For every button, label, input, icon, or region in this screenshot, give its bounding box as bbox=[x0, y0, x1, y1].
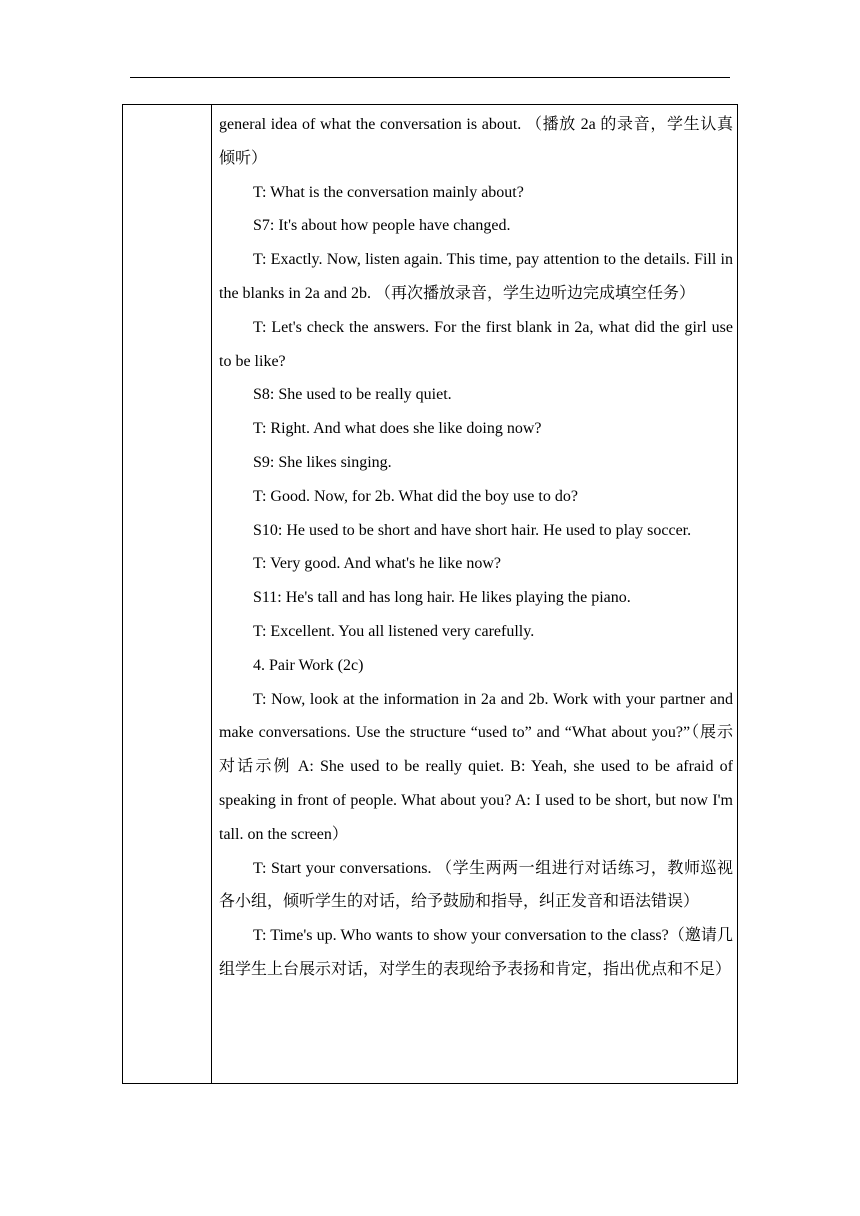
paragraph-5: T: Let's check the answers. For the first blank in 2a, what did the girl use to be like? bbox=[219, 318, 733, 370]
section-heading-pair-work: 4. Pair Work (2c) bbox=[253, 656, 364, 674]
paragraph-8: S9: She likes singing. bbox=[253, 453, 392, 471]
paragraph-10: S10: He used to be short and have short hair. He used to play soccer. bbox=[253, 521, 692, 539]
paragraph-3: S7: It's about how people have changed. bbox=[253, 217, 511, 235]
paragraph-15: T: Now, look at the information in 2a and 2b. Work with your partner and make conversations. Use the structure “used to” and “What about you?”（展示对话示例 A: She used to be really quiet. B: Yeah, she used to be afraid of speaking in front of people. What about you? A: I used to be short, but now I'm tall. on the screen） bbox=[219, 690, 733, 843]
header-rule bbox=[130, 77, 730, 78]
paragraph-12: S11: He's tall and has long hair. He likes playing the piano. bbox=[253, 589, 631, 607]
paragraph-16: T: Start your conversations. （学生两两一组进行对话练习，教师巡视各小组，倾听学生的对话，给予鼓励和指导，纠正发音和语法错误） bbox=[219, 859, 733, 911]
paragraph-6: S8: She used to be really quiet. bbox=[253, 386, 452, 404]
paragraph-17: T: Time's up. Who wants to show your conversation to the class?（邀请几组学生上台展示对话，对学生的表现给予表扬和肯定，指出优点和不足） bbox=[219, 927, 733, 978]
lesson-table bbox=[122, 104, 738, 1084]
paragraph-9: T: Good. Now, for 2b. What did the boy use to do? bbox=[253, 487, 578, 505]
paragraph-11: T: Very good. And what's he like now? bbox=[253, 555, 501, 573]
table-content-cell bbox=[219, 108, 733, 987]
paragraph-4: T: Exactly. Now, listen again. This time, pay attention to the details. Fill in the blanks in 2a and 2b. （再次播放录音，学生边听边完成填空任务） bbox=[219, 251, 733, 302]
paragraph-1: general idea of what the conversation is about. （播放 2a 的录音，学生认真倾听） bbox=[219, 116, 733, 167]
paragraph-2: T: What is the conversation mainly about? bbox=[253, 183, 524, 201]
paragraph-13: T: Excellent. You all listened very carefully. bbox=[253, 622, 535, 640]
paragraph-7: T: Right. And what does she like doing now? bbox=[253, 420, 542, 438]
table-left-cell bbox=[123, 105, 212, 1083]
